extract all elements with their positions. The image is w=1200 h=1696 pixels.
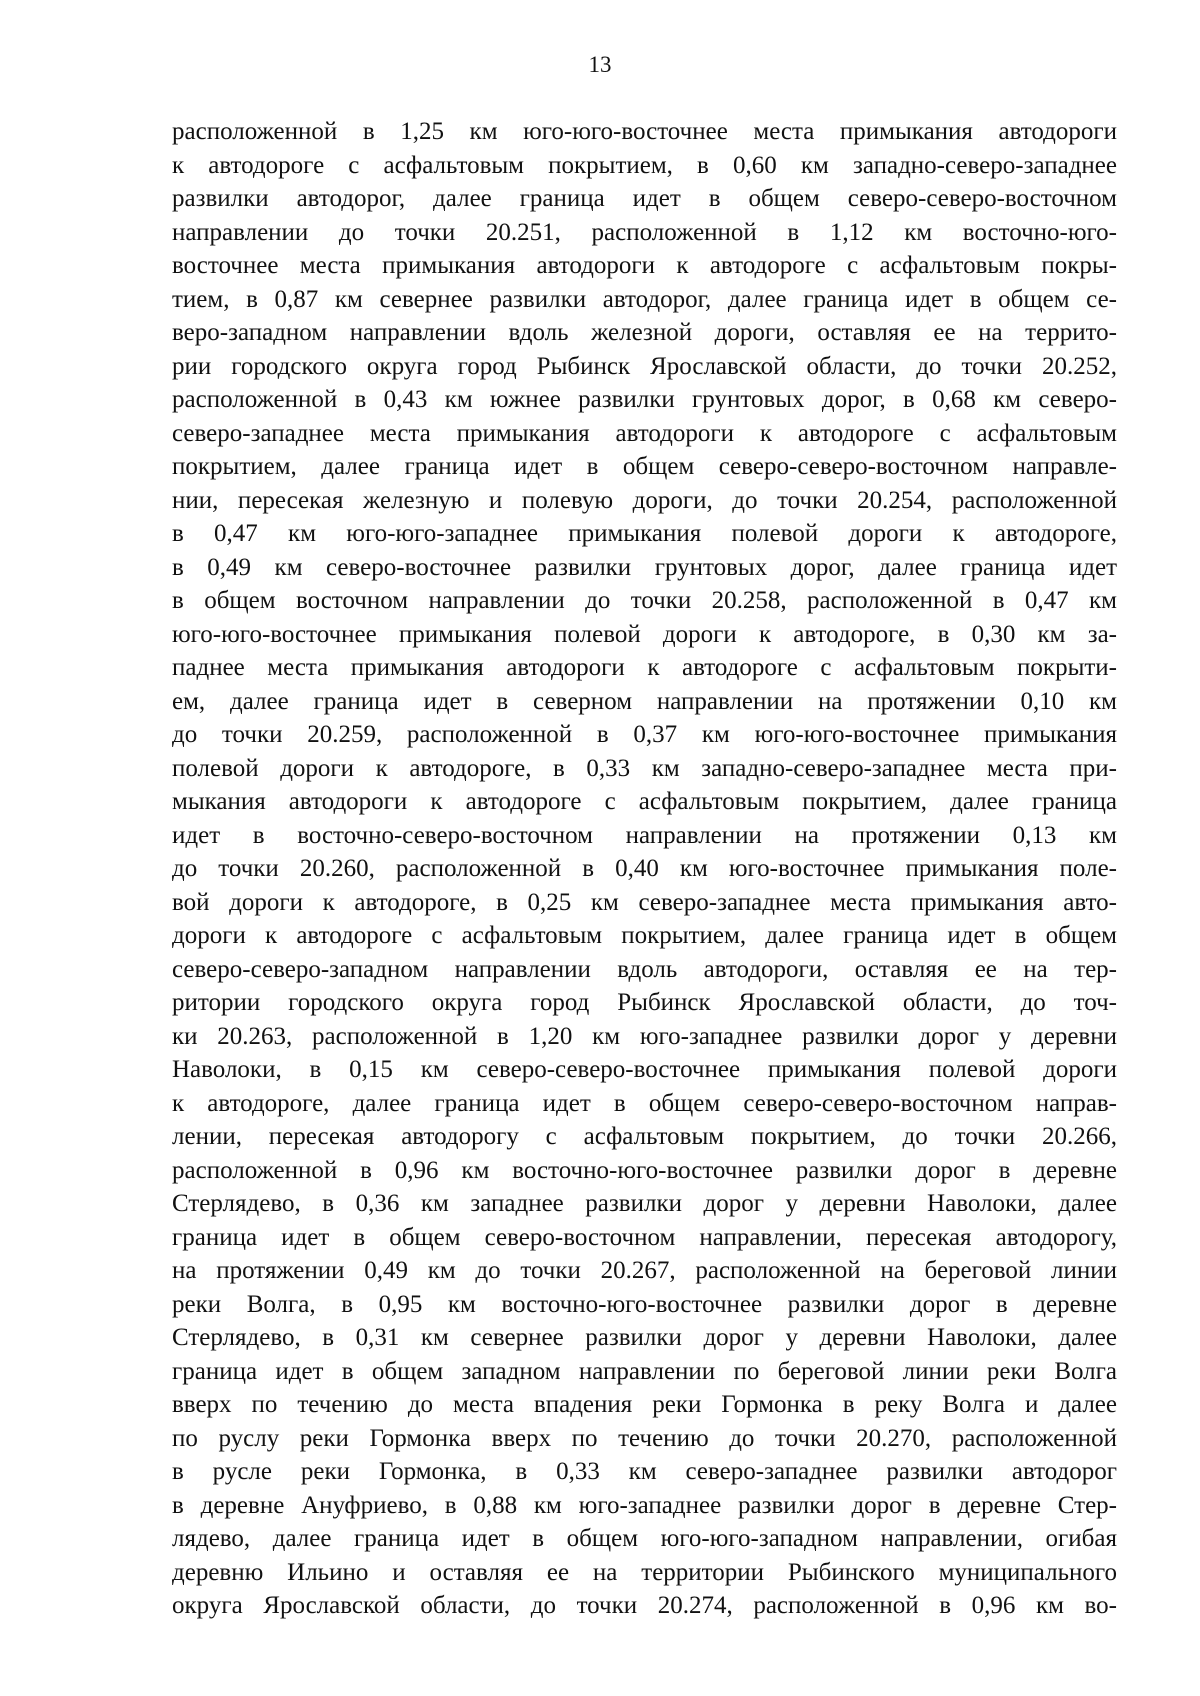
text-line: в общем восточном направлении до точки 20.258, расположенной в 0,47 км xyxy=(172,587,1117,614)
text-line: граница идет в общем северо-восточном направлении, пересекая автодорогу, xyxy=(172,1223,1117,1251)
text-line: в 0,49 км северо-восточнее развилки грунтовых дорог, далее граница идет xyxy=(172,553,1117,581)
page-number: 13 xyxy=(588,52,612,77)
text-line: в 0,47 км юго-юго-западнее примыкания полевой дороги к автодороге, xyxy=(172,520,1117,547)
text-line: вой дороги к автодороге, в 0,25 км северо-западнее места примыкания авто- xyxy=(172,888,1117,916)
text-line: юго-юго-восточнее примыкания полевой дороги к автодороге, в 0,30 км за- xyxy=(172,620,1117,648)
text-line: развилки автодорог, далее граница идет в общем северо-северо-восточном xyxy=(172,185,1117,212)
text-line: тием, в 0,87 км севернее развилки автодорог, далее граница идет в общем се- xyxy=(172,285,1117,313)
text-line: граница идет в общем западном направлении по береговой линии реки Волга xyxy=(172,1357,1117,1385)
text-line: мыкания автодороги к автодороге с асфальтовым покрытием, далее граница xyxy=(172,788,1117,815)
text-line: нии, пересекая железную и полевую дороги, до точки 20.254, расположенной xyxy=(172,486,1117,514)
text-line: ритории городского округа город Рыбинск Ярославской области, до точ- xyxy=(172,989,1117,1016)
text-line: веро-западном направлении вдоль железной дороги, оставляя ее на террито- xyxy=(172,319,1117,346)
text-line: расположенной в 0,96 км восточно-юго-восточнее развилки дорог в деревне xyxy=(172,1156,1117,1184)
text-line: к автодороге с асфальтовым покрытием, в 0,60 км западно-северо-западнее xyxy=(172,151,1117,179)
text-line: в русле реки Гормонка, в 0,33 км северо-западнее развилки автодорог xyxy=(172,1458,1117,1485)
text-line: расположенной в 1,25 км юго-юго-восточнее места примыкания автодороги xyxy=(172,118,1117,145)
text-line: Стерлядево, в 0,36 км западнее развилки дорог у деревни Наволоки, далее xyxy=(172,1190,1117,1217)
text-line: до точки 20.260, расположенной в 0,40 км юго-восточнее примыкания поле- xyxy=(172,855,1117,882)
text-line: округа Ярославской области, до точки 20.274, расположенной в 0,96 км во- xyxy=(172,1592,1117,1619)
text-line: в деревне Ануфриево, в 0,88 км юго-западнее развилки дорог в деревне Стер- xyxy=(172,1491,1117,1519)
text-line: реки Волга, в 0,95 км восточно-юго-восточнее развилки дорог в деревне xyxy=(172,1290,1117,1318)
text-line: северо-северо-западном направлении вдоль автодороги, оставляя ее на тер- xyxy=(172,955,1117,983)
text-line: по руслу реки Гормонка вверх по течению до точки 20.270, расположенной xyxy=(172,1424,1117,1452)
text-line: расположенной в 0,43 км южнее развилки грунтовых дорог, в 0,68 км северо- xyxy=(172,386,1117,413)
text-line: восточнее места примыкания автодороги к автодороге с асфальтовым покры- xyxy=(172,252,1117,279)
text-line: северо-западнее места примыкания автодороги к автодороге с асфальтовым xyxy=(172,419,1117,447)
text-line: деревню Ильино и оставляя ее на территории Рыбинского муниципального xyxy=(172,1558,1117,1586)
body-text xyxy=(172,115,1117,1623)
text-line: лядево, далее граница идет в общем юго-юго-западном направлении, огибая xyxy=(172,1525,1117,1552)
text-line: Стерлядево, в 0,31 км севернее развилки дорог у деревни Наволоки, далее xyxy=(172,1324,1117,1351)
text-line: вверх по течению до места впадения реки Гормонка в реку Волга и далее xyxy=(172,1391,1117,1418)
text-line: к автодороге, далее граница идет в общем северо-северо-восточном направ- xyxy=(172,1089,1117,1117)
text-line: дороги к автодороге с асфальтовым покрытием, далее граница идет в общем xyxy=(172,922,1117,949)
text-line: идет в восточно-северо-восточном направлении на протяжении 0,13 км xyxy=(172,821,1117,849)
text-line: паднее места примыкания автодороги к автодороге с асфальтовым покрыти- xyxy=(172,654,1117,681)
text-line: Наволоки, в 0,15 км северо-северо-восточнее примыкания полевой дороги xyxy=(172,1056,1117,1083)
text-line: рии городского округа город Рыбинск Ярославской области, до точки 20.252, xyxy=(172,352,1117,380)
text-line: ем, далее граница идет в северном направлении на протяжении 0,10 км xyxy=(172,687,1117,715)
text-line: полевой дороги к автодороге, в 0,33 км западно-северо-западнее места при- xyxy=(172,754,1117,782)
text-line: ки 20.263, расположенной в 1,20 км юго-западнее развилки дорог у деревни xyxy=(172,1022,1117,1050)
text-line: покрытием, далее граница идет в общем северо-северо-восточном направле- xyxy=(172,453,1117,480)
text-line: направлении до точки 20.251, расположенной в 1,12 км восточно-юго- xyxy=(172,218,1117,246)
text-line: лении, пересекая автодорогу с асфальтовым покрытием, до точки 20.266, xyxy=(172,1123,1117,1150)
text-line: на протяжении 0,49 км до точки 20.267, расположенной на береговой линии xyxy=(172,1257,1117,1284)
text-line: до точки 20.259, расположенной в 0,37 км юго-юго-восточнее примыкания xyxy=(172,721,1117,748)
